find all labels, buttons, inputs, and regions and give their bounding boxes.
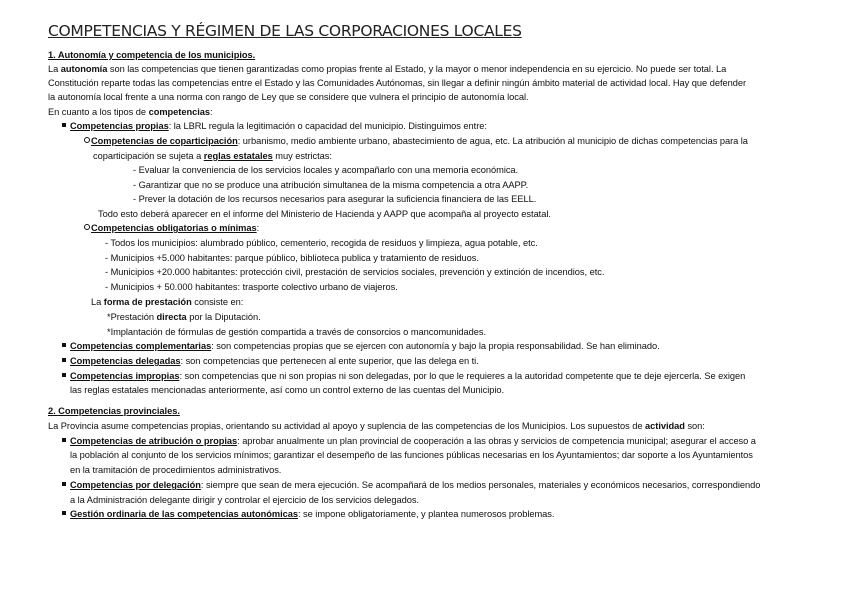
section-2-heading: 2. Competencias provinciales. [48, 406, 180, 416]
square-bullet-icon [62, 482, 66, 486]
label: Competencias delegadas [70, 356, 181, 366]
circle-bullet-icon [84, 224, 90, 230]
text: coparticipación se sujeta a [93, 151, 204, 161]
label: Competencias impropias [70, 371, 180, 381]
text: La [91, 297, 104, 307]
bullet-impropias [62, 370, 745, 383]
section-1-heading: 1. Autonomía y competencia de los municipios. [48, 50, 256, 60]
square-bullet-icon [62, 511, 66, 515]
label: Competencias obligatorias o mínimas [91, 223, 257, 233]
square-bullet-icon [62, 358, 66, 362]
rule-item: - Garantizar que no se produce una atribución simultanea de la misma competencia a otra AAPP. [133, 180, 529, 190]
autonomia-paragraph-line-3: la autonomía local frente a una norma con rango de Ley que se considere que vulnera el principio de autonomía local. [48, 92, 529, 102]
square-bullet-icon [62, 373, 66, 377]
forma-prestacion-item: *Implantación de fórmulas de gestión compartida a través de consorcios o mancomunidades. [107, 327, 487, 337]
atribucion-line-2: la población al conjunto de los servicios mínimos; garantizar el desempeño de las funciones públicas necesarias en los Ayuntamientos; dar soporte a los Ayuntamientos [70, 450, 753, 460]
text: : la LBRL regula la legitimación o capacidad del municipio. Distinguimos entre: [168, 121, 487, 131]
term-directa: directa [156, 312, 187, 322]
text: por la Diputación. [186, 312, 261, 322]
circle-bullet-icon [84, 137, 90, 143]
autonomia-paragraph-line-2: Constitución reparte todas las competencias entre el Estado y las Comunidades Autónomas, sin llegar a definir ningún ámbito material de actividad local. Hay que defender [48, 78, 747, 88]
term-actividad: actividad [645, 421, 685, 431]
types-intro [48, 106, 213, 119]
label: Competencias complementarias [70, 341, 212, 351]
text: : [209, 107, 213, 117]
obligatorias-item: - Municipios +5.000 habitantes: parque público, biblioteca publica y tratamiento de residuos. [105, 253, 479, 263]
obligatorias-item: - Municipios + 50.000 habitantes: trasporte colectivo urbano de viajeros. [105, 282, 398, 292]
bullet-por-delegacion [62, 479, 760, 492]
text: La [48, 64, 61, 74]
impropias-line-2: las reglas estatales mencionadas anteriormente, así como un control externo de las cuentas del Municipio. [70, 385, 505, 395]
document-title: COMPETENCIAS Y RÉGIMEN DE LAS CORPORACIONES LOCALES [48, 22, 522, 40]
provincia-intro [48, 420, 705, 433]
rule-item: - Evaluar la conveniencia de los servicios locales y acompañarlo con una memoria económica. [133, 165, 519, 175]
forma-prestacion-intro [91, 296, 243, 309]
text: : urbanismo, medio ambiente urbano, abastecimiento de agua, etc. La atribución al municipio de dichas competencias para la [237, 136, 748, 146]
label: Competencias de atribución o propias [70, 436, 238, 446]
forma-prestacion-item [107, 311, 261, 324]
square-bullet-icon [62, 343, 66, 347]
text: : se impone obligatoriamente, y plantea numerosos problemas. [297, 509, 555, 519]
label: Competencias de coparticipación [91, 136, 238, 146]
text: : aprobar anualmente un plan provincial de cooperación a las obras y servicios de competencia municipal; asegurar el acceso a [237, 436, 756, 446]
text: : son competencias propias que se ejercen con autonomía y bajo la propia responsabilidad. Se han eliminado. [211, 341, 660, 351]
term-autonomia: autonomía [60, 64, 108, 74]
por-delegacion-line-2: a la Administración delegante dirigir y controlar el ejercicio de los servicios delegados. [70, 495, 419, 505]
bullet-complementarias [62, 340, 660, 353]
bullet-coparticipacion [84, 135, 748, 148]
obligatorias-item: - Municipios +20.000 habitantes: protección civil, prestación de servicios sociales, prevención y extinción de incendios, etc. [105, 267, 605, 277]
text: : siempre que sean de mera ejecución. Se acompañará de los medios personales, materiales y económicos necesarios, correspondiendo [200, 480, 761, 490]
label: Gestión ordinaria de las competencias autonómicas [70, 509, 298, 519]
bullet-atribucion [62, 435, 756, 448]
label: Competencias propias [70, 121, 169, 131]
text: : son competencias que ni son propias ni son delegadas, por lo que le requieres a la autoridad competente que te deje ejercerla. Se exigen [179, 371, 746, 381]
text: *Prestación [107, 312, 157, 322]
square-bullet-icon [62, 438, 66, 442]
term-forma-prestacion: forma de prestación [103, 297, 192, 307]
informe-note: Todo esto deberá aparecer en el informe del Ministerio de Hacienda y AAPP que acompaña al proyecto estatal. [98, 209, 551, 219]
square-bullet-icon [62, 123, 66, 127]
text: consiste en: [191, 297, 244, 307]
label: Competencias por delegación [70, 480, 201, 490]
atribucion-line-3: en la tramitación de procedimientos administrativos. [70, 465, 282, 475]
bullet-delegadas [62, 355, 479, 368]
bullet-gestion-ordinaria [62, 508, 554, 521]
coparticipacion-line-2 [93, 150, 332, 163]
text: : son competencias que pertenecen al ente superior, que las delega en ti. [180, 356, 479, 366]
autonomia-paragraph-line-1 [48, 63, 726, 76]
bullet-competencias-propias [62, 120, 487, 133]
text: : [256, 223, 260, 233]
text: son las competencias que tienen garantizadas como propias frente al Estado, y la mayor o menor independencia en su ejercicio. No puede ser total. La [107, 64, 727, 74]
term-reglas-estatales: reglas estatales [203, 151, 273, 161]
text: La Provincia asume competencias propias, orientando su actividad al apoyo y suplencia de las competencias de los Municipios. Los supuestos de [48, 421, 646, 431]
rule-item: - Prever la dotación de los recursos necesarios para asegurar la suficiencia financiera de las EELL. [133, 194, 537, 204]
obligatorias-item: - Todos los municipios: alumbrado público, cementerio, recogida de residuos y limpieza, agua potable, etc. [105, 238, 538, 248]
bullet-obligatorias [84, 222, 259, 235]
text: muy estrictas: [272, 151, 332, 161]
term-competencias: competencias [148, 107, 210, 117]
text: son: [684, 421, 705, 431]
text: En cuanto a los tipos de [48, 107, 149, 117]
